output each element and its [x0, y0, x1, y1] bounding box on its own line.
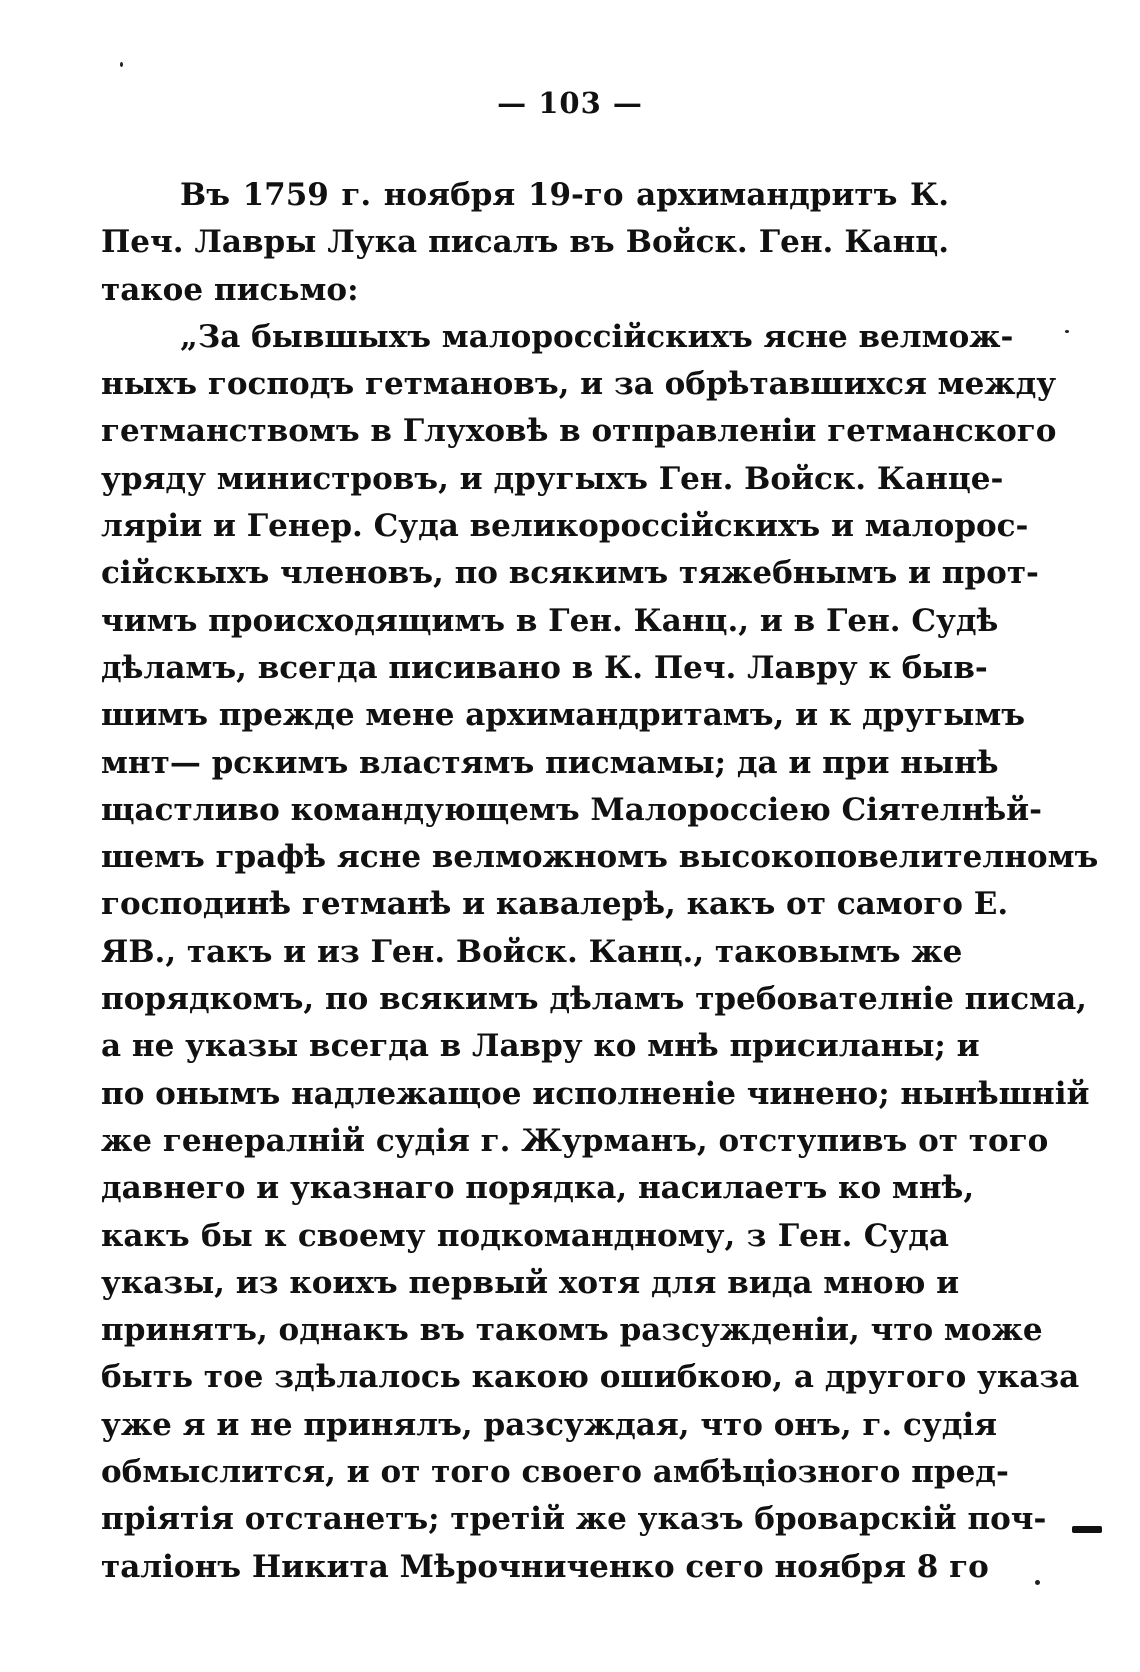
text-line: обмыслится, и от того своего амбѣціозного пред- — [101, 1454, 1009, 1491]
text-line: такое письмо: — [101, 271, 359, 308]
text-line: дѣламъ, всегда писивано в К. Печ. Лавру к быв- — [101, 649, 988, 686]
text-line: принятъ, однакъ въ такомъ разсужденіи, что може — [101, 1312, 1043, 1349]
text-line: сійскыхъ членовъ, по всякимъ тяжебнымъ и прот- — [101, 555, 1039, 592]
text-line: какъ бы к своему подкомандному, з Ген. Суда — [101, 1217, 949, 1254]
text-line: шемъ графѣ ясне велможномъ высокоповелителномъ — [101, 839, 1099, 876]
text-line: указы, из коихъ первый хотя для вида мною и — [101, 1264, 960, 1301]
scan-speck — [1035, 1580, 1040, 1585]
text-line: ляріи и Генер. Суда великороссійскихъ и малорос- — [101, 508, 1029, 545]
text-line: порядкомъ, по всякимъ дѣламъ требователніе писма, — [101, 981, 1087, 1018]
text-line: ныхъ господъ гетмановъ, и за обрѣтавшихся между — [101, 366, 1057, 403]
margin-dash-mark — [1072, 1526, 1102, 1533]
body-text — [101, 172, 1099, 1591]
scan-speck — [1065, 330, 1069, 333]
text-line: уряду министровъ, и другыхъ Ген. Войск. Канце- — [101, 460, 1004, 497]
text-line: а не указы всегда в Лавру ко мнѣ присиланы; и — [101, 1028, 980, 1065]
text-line: пріятія отстанетъ; третій же указъ броварскій поч- — [101, 1501, 1047, 1538]
text-line: Печ. Лавры Лука писалъ въ Войск. Ген. Канц. — [101, 224, 949, 261]
text-line: гетманствомъ в Глуховѣ в отправленіи гетманского — [101, 413, 1057, 450]
text-line: господинѣ гетманѣ и кавалерѣ, какъ от самого Е. — [101, 886, 1009, 923]
text-line: щастливо командующемъ Малороссіею Сіятелнѣй- — [101, 791, 1043, 828]
page-number: — 103 — — [497, 86, 643, 120]
text-line: ЯВ., такъ и из Ген. Войск. Канц., таковымъ же — [101, 933, 963, 970]
text-line: мнт— рскимъ властямъ писмамы; да и при нынѣ — [101, 744, 999, 781]
text-line: таліонъ Никита Мѣрочниченко сего ноября 8 го — [101, 1548, 989, 1585]
text-line: быть тое здѣлалось какою ошибкою, а другого указа — [101, 1359, 1080, 1396]
text-line: чимъ происходящимъ в Ген. Канц., и в Ген. Судѣ — [101, 602, 999, 639]
text-line: давнего и указнаго порядка, насилаетъ ко мнѣ, — [101, 1170, 975, 1207]
text-line: уже я и не принялъ, разсуждая, что онъ, г. судія — [101, 1406, 998, 1443]
text-line: „За бывшыхъ малороссійскихъ ясне велмож- — [180, 318, 1014, 355]
text-line: шимъ прежде мене архимандритамъ, и к другымъ — [101, 697, 1026, 734]
text-line: Въ 1759 г. ноября 19-го архимандритъ К. — [180, 177, 949, 213]
text-line: же генералній судія г. Журманъ, отступивъ от того — [101, 1122, 1049, 1159]
scan-speck — [120, 62, 123, 67]
text-line: по онымъ надлежащое исполненіе чинено; нынѣшній — [101, 1075, 1090, 1112]
